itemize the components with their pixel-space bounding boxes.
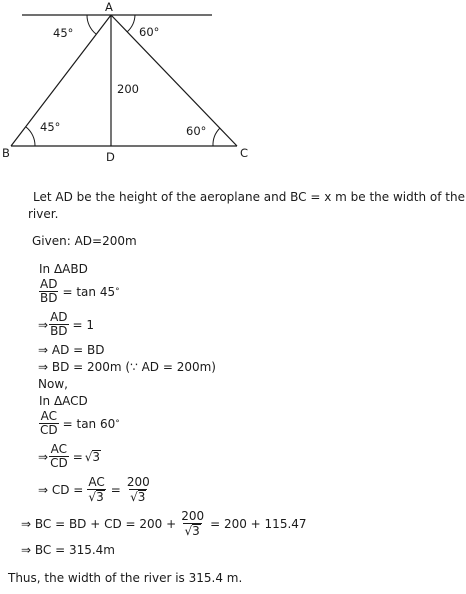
ad-bd-tan45-eq: $\frac{AD}{BD}$ = tan 45 °: [40, 277, 120, 305]
arc-top-right: [127, 15, 135, 32]
conclusion-line: Thus, the width of the river is 315.4 m.: [8, 571, 243, 585]
ac-cd-sqrt3-eq: ⇒ $\frac{AC}{CD}$ = √ 3: [38, 442, 101, 470]
fraction-ac-cd: $\frac{AC}{CD}$: [40, 409, 58, 437]
fraction-200-sqrt3-2: $\frac{200}{√3}$: [181, 509, 205, 538]
bc-result-line: ⇒ BC = 315.4m: [21, 543, 115, 557]
vertex-d-label: D: [106, 150, 115, 164]
fraction-ad-bd-2: $\frac{AD}{BD}$: [50, 310, 68, 338]
sqrt-icon: √: [130, 490, 138, 504]
fraction-200-sqrt3: $\frac{200}{√3}$: [126, 475, 150, 504]
now-line: Now,: [38, 377, 68, 391]
angle-bottom-right-label: 60°: [186, 124, 207, 138]
in-acd-line: In ΔACD: [39, 394, 88, 408]
ad-eq-bd-line: ⇒ AD = BD: [38, 343, 105, 357]
side-ac: [111, 15, 237, 146]
ac-cd-tan60-eq: $\frac{AC}{CD}$ = tan 60 °: [40, 409, 120, 437]
bc-eq: ⇒ BC = BD + CD = 200 + $\frac{200}{√3}$ = 200 + 115.47: [21, 509, 307, 538]
ad-bd-one-eq: ⇒ $\frac{AD}{BD}$ = 1: [38, 310, 95, 338]
sqrt-icon: √: [184, 524, 193, 538]
vertex-a-label: A: [105, 0, 113, 14]
intro-line-2: river.: [28, 207, 59, 221]
fraction-ac-sqrt3: $\frac{AC}{√3}$: [88, 475, 105, 504]
angle-top-left-label: 45°: [53, 26, 74, 40]
vertex-c-label: C: [240, 146, 249, 160]
angle-top-right-label: 60°: [139, 25, 160, 39]
vertex-b-label: B: [2, 146, 10, 160]
sqrt-icon: √: [84, 449, 93, 464]
cd-eq: ⇒ CD = $\frac{AC}{√3}$ = $\frac{200}{√3}$: [38, 475, 150, 504]
intro-line-1: Let AD be the height of the aeroplane and BC = x m be the width of the: [33, 190, 465, 204]
angle-bottom-left-label: 45°: [40, 120, 61, 134]
arc-top-left: [87, 15, 96, 34]
given-line: Given: AD=200m: [32, 234, 137, 248]
arc-bottom-right: [213, 128, 220, 146]
bd-eq-200-line: ⇒ BD = 200m (∵ AD = 200m): [38, 360, 216, 374]
height-label: 200: [117, 82, 139, 96]
sqrt-icon: √: [88, 490, 97, 504]
arc-bottom-left: [26, 127, 35, 146]
in-abd-line: In ΔABD: [39, 262, 88, 276]
fraction-ac-cd-2: $\frac{AC}{CD}$: [50, 442, 68, 470]
fraction-ad-bd: $\frac{AD}{BD}$: [40, 277, 58, 305]
